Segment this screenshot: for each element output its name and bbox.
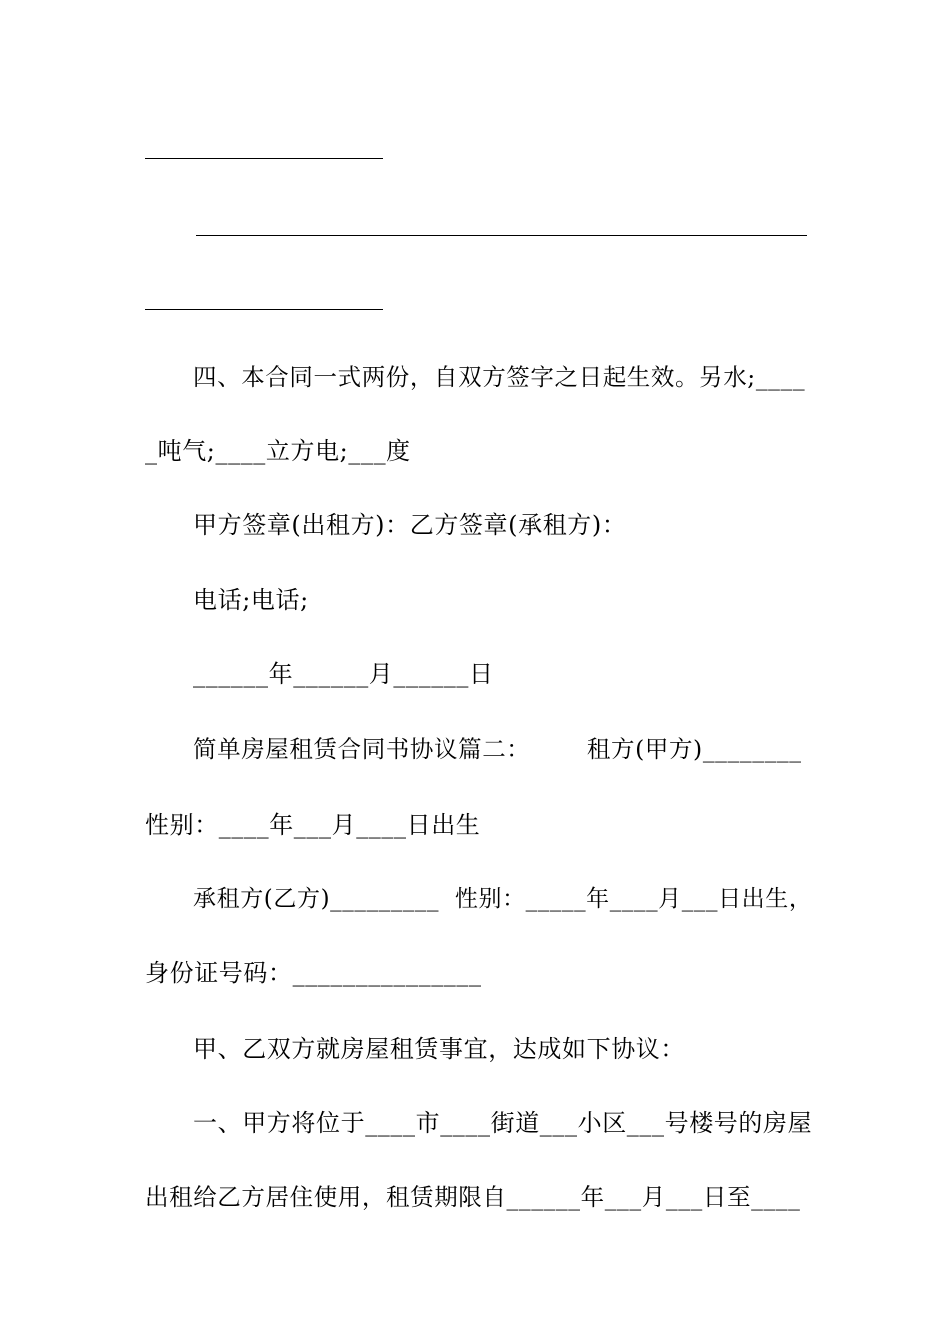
clause-four-line2: _吨气;____立方电;___度 <box>145 437 411 465</box>
phone-line: 电话;电话; <box>193 586 309 614</box>
clause-one-line2: 出租给乙方居住使用，租赁期限自______年___月___日至____ <box>145 1183 801 1211</box>
agreement-intro: 甲、乙双方就房屋租赁事宜，达成如下协议： <box>193 1035 685 1063</box>
signature-line: 甲方签章(出租方)：乙方签章(承租方)： <box>193 511 627 539</box>
lessor-gender-line: 性别：____年___月____日出生 <box>145 811 481 839</box>
blank-rule <box>196 235 807 236</box>
clause-one-line1: 一、甲方将位于____市____街道___小区___号楼号的房屋 <box>193 1109 813 1137</box>
id-number-line: 身份证号码：_______________ <box>145 959 482 987</box>
clause-four-line1: 四、本合同一式两份，自双方签字之日起生效。另水;____ <box>193 363 806 391</box>
lessee-line: 承租方(乙方)_________ 性别：_____年____月___日出生， <box>193 886 813 912</box>
blank-rule <box>145 158 383 159</box>
date-line: ______年______月______日 <box>193 660 494 688</box>
section-two-heading: 简单房屋租赁合同书协议篇二： 租方(甲方)________ <box>193 735 802 763</box>
blank-rule <box>145 309 383 310</box>
